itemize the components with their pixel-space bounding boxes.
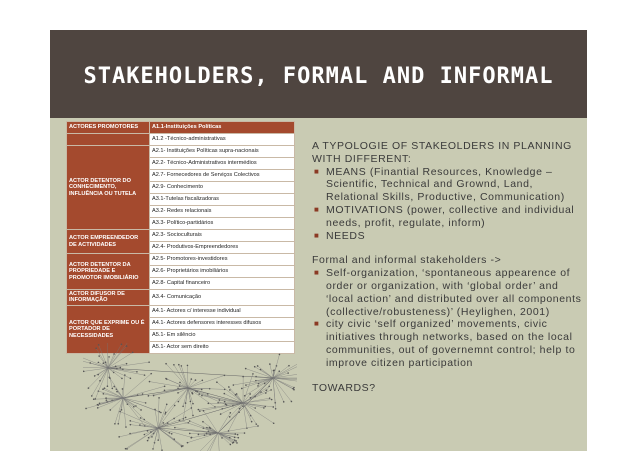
content-text — [312, 140, 582, 394]
table-cell-actor-type: ACTOR DIFUSOR DE INFORMAÇÃO — [67, 290, 150, 306]
table-cell-subtype: A3.3- Político-partidários — [150, 218, 295, 230]
table-cell-subtype: A3.1-Tutelas fiscalizadoras — [150, 194, 295, 206]
table-row — [67, 305, 295, 317]
table-cell-subtype: A1.2 -Técnico-administrativas — [150, 134, 295, 146]
table-cell-subtype: A2.4- Produtivos-Empreendedores — [150, 242, 295, 254]
table-cell-subtype: A2.9- Conhecimento — [150, 182, 295, 194]
slide-title: STAKEHOLDERS, FORMAL AND INFORMAL — [83, 63, 554, 89]
table-row — [67, 134, 295, 146]
list-item: ■ Self-organization, ‘spontaneous appearence of order or organization, with ‘global order’ and ‘local action’ and distributed over all components (collective/robusteness)’ (Heylighen, 2001) — [314, 267, 582, 318]
table-cell-subtype: A5.1- Actor sem direito — [150, 341, 295, 353]
table-row — [67, 254, 295, 266]
informal-list — [312, 267, 582, 369]
table-cell-subtype: A2.6- Proprietários imobiliários — [150, 266, 295, 278]
table-cell-subtype: A2.5- Promotores-investidores — [150, 254, 295, 266]
table-row — [67, 146, 295, 158]
table-cell-subtype: A3.4- Comunicação — [150, 290, 295, 306]
towards-text: TOWARDS? — [312, 381, 376, 394]
table-cell-actor-type: ACTOR DETENTOR DA PROPRIEDADE E PROMOTOR IMOBILIÁRIO — [67, 254, 150, 290]
table-cell-subtype: A2.2- Técnico-Administrativos intermédios — [150, 158, 295, 170]
list-item: ■ city civic ‘self organized’ movements, civic initiatives through networks, based on the local communities, out of governemnt control; help to improve citizen participation — [314, 318, 576, 369]
stakeholder-table — [66, 121, 295, 354]
title-bar — [50, 30, 587, 118]
table-cell-subtype: A1.1-Instituições Políticas — [150, 122, 295, 134]
table-cell-subtype: A2.7- Fornecedores de Serviços Colectivos — [150, 170, 295, 182]
network-graph-image — [83, 343, 297, 451]
table-cell-actor-type: ACTOR QUE EXPRIME OU É PORTADOR DE NECESSIDADES — [67, 305, 150, 353]
square-bullet-icon: ■ — [314, 319, 320, 329]
section-heading: Formal and informal stakeholders -> — [312, 254, 502, 267]
square-bullet-icon: ■ — [314, 230, 320, 240]
table-cell-actor-type: ACTOR DETENTOR DO CONHECIMENTO, INFLUÊNCIA OU TUTELA — [67, 146, 150, 230]
list-item: ■ NEEDS — [314, 229, 366, 242]
table-cell-subtype: A2.3- Socioculturais — [150, 230, 295, 242]
table-row — [67, 122, 295, 134]
table-cell-subtype: A2.8- Capital financeiro — [150, 278, 295, 290]
table-cell-subtype: A4.1- Actores defensores interesses difusos — [150, 317, 295, 329]
list-item: ■ MEANS (Finantial Resources, Knowledge – Scientific, Technical and Grownd, Land, Relational Skills, Productive, Communication) — [314, 165, 565, 204]
square-bullet-icon: ■ — [314, 166, 320, 176]
table-row — [67, 230, 295, 242]
table-cell-subtype: A4.1- Actores c/ interesse individual — [150, 305, 295, 317]
table-row — [67, 290, 295, 306]
table-cell-actor-type: ACTOR EMPREENDEDOR DE ACTIVIDADES — [67, 230, 150, 254]
means-list — [312, 166, 582, 243]
square-bullet-icon: ■ — [314, 268, 320, 278]
table-cell-subtype: A2.1- Instituições Políticas supra-nacionais — [150, 146, 295, 158]
table-cell-actor-type: ACTORES PROMOTORES — [67, 122, 150, 134]
square-bullet-icon: ■ — [314, 204, 320, 214]
list-item: ■ MOTIVATIONS (power, collective and individual needs, profit, regulate, inform) — [314, 203, 575, 229]
table-cell-subtype: A5.1- Em silêncio — [150, 329, 295, 341]
table-cell-subtype: A3.2- Redes relacionais — [150, 206, 295, 218]
intro-text: A TYPOLOGIE OF STAKEOLDERS IN PLANNING WITH DIFFERENT: — [312, 140, 572, 165]
table-cell-actor-type — [67, 134, 150, 146]
